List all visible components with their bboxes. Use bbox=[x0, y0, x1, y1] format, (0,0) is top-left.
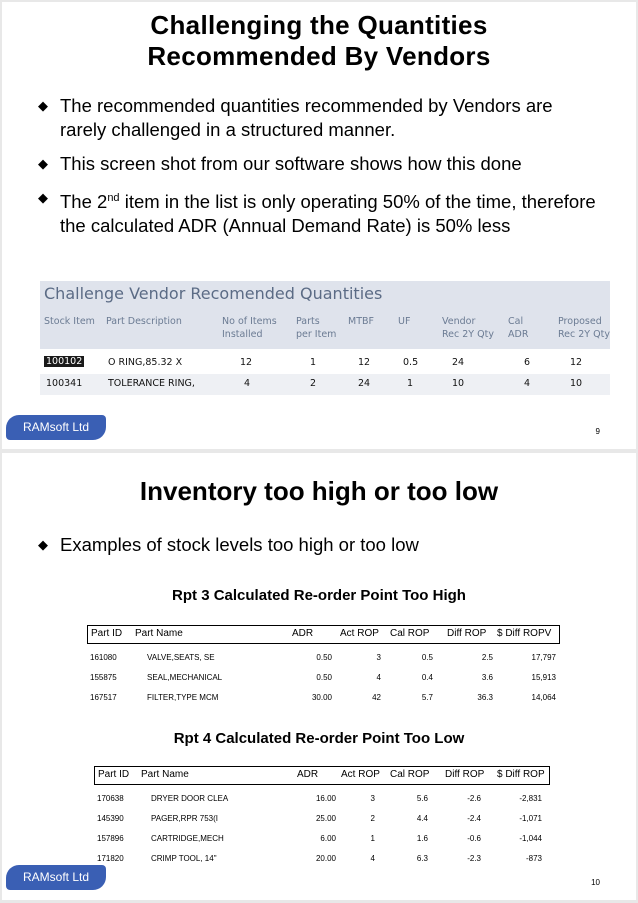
proposed-qty-cell: 10 bbox=[570, 378, 583, 389]
uf-cell: 0.5 bbox=[403, 357, 419, 368]
bullet-text: This screen shot from our software shows how this done bbox=[60, 153, 522, 174]
bullet-item bbox=[38, 186, 598, 238]
bullet-text: item in the list is only operating 50% of the time, therefore the calculated ADR (Annual Demand Rate) is 50% less bbox=[60, 191, 596, 237]
diff-ropv-cell: 14,064 bbox=[531, 693, 556, 702]
column-header: Act ROP bbox=[341, 769, 380, 780]
parts-per-item-cell: 1 bbox=[310, 357, 317, 368]
column-header-line: per Item bbox=[296, 329, 337, 340]
column-header: $ Diff ROP bbox=[497, 769, 545, 780]
adr-cell: 0.50 bbox=[316, 673, 332, 682]
part-description-cell: TOLERANCE RING, bbox=[108, 378, 195, 389]
act-rop-cell: 3 bbox=[370, 794, 375, 803]
part-name-cell: FILTER,TYPE MCM bbox=[147, 693, 219, 702]
bullet-superscript: nd bbox=[107, 192, 120, 204]
cal-rop-cell: 0.4 bbox=[421, 673, 433, 682]
part-id-cell: 171820 bbox=[97, 854, 124, 863]
table-row bbox=[94, 790, 548, 808]
act-rop-cell: 42 bbox=[372, 693, 381, 702]
act-rop-cell: 4 bbox=[376, 673, 381, 682]
slide-title-line-1: Challenging the Quantities bbox=[150, 10, 488, 40]
diamond-bullet-icon: ◆ bbox=[38, 537, 48, 552]
adr-cell: 25.00 bbox=[315, 814, 336, 823]
cal-rop-cell: 1.6 bbox=[416, 834, 428, 843]
diff-rop-value-cell: -1,071 bbox=[519, 814, 542, 823]
column-header bbox=[508, 315, 528, 341]
report-4-title: Rpt 4 Calculated Re-order Point Too Low bbox=[173, 730, 465, 747]
column-header: Cal ROP bbox=[390, 628, 430, 639]
table-row bbox=[87, 689, 558, 707]
part-name-cell: DRYER DOOR CLEA bbox=[151, 794, 229, 803]
adr-cell: 6.00 bbox=[320, 834, 336, 843]
column-header: Part ID bbox=[98, 769, 130, 780]
diff-rop-cell: -2.6 bbox=[467, 794, 481, 803]
slide-10 bbox=[2, 453, 636, 900]
stock-item-cell-selected[interactable]: 100102 bbox=[46, 356, 83, 367]
slide-title: Inventory too high or too low bbox=[139, 476, 499, 506]
table-row bbox=[94, 850, 548, 868]
uf-cell: 1 bbox=[407, 378, 414, 389]
act-rop-cell: 3 bbox=[376, 653, 381, 662]
diff-rop-value-cell: -1,044 bbox=[519, 834, 542, 843]
column-header bbox=[442, 315, 494, 341]
part-name-cell: SEAL,MECHANICAL bbox=[147, 673, 223, 682]
bullet-text: Examples of stock levels too high or too low bbox=[60, 534, 419, 555]
column-header bbox=[44, 315, 95, 328]
cal-adr-cell: 4 bbox=[524, 378, 531, 389]
column-header-line: Rec 2Y Qty bbox=[558, 329, 610, 340]
bullet-list bbox=[38, 94, 598, 248]
vendor-qty-cell: 24 bbox=[452, 357, 465, 368]
act-rop-cell: 1 bbox=[370, 834, 375, 843]
column-header: $ Diff ROPV bbox=[497, 628, 552, 639]
table-row[interactable] bbox=[40, 353, 610, 374]
column-header-line: ADR bbox=[508, 329, 529, 340]
screenshot-title: Challenge Vendor Recomended Quantities bbox=[44, 284, 383, 303]
cal-rop-cell: 5.6 bbox=[416, 794, 428, 803]
table-row bbox=[87, 649, 558, 667]
slide-title-line-2: Recommended By Vendors bbox=[147, 41, 491, 71]
parts-per-item-cell: 2 bbox=[310, 378, 317, 389]
ramsoft-logo: RAMsoft Ltd bbox=[6, 865, 106, 890]
stock-item-cell[interactable]: 100341 bbox=[46, 378, 83, 389]
part-name-cell: PAGER,RPR 753(I bbox=[151, 814, 218, 823]
column-header: Part ID bbox=[91, 628, 123, 639]
part-description-cell: O RING,85.32 X bbox=[108, 357, 183, 368]
column-header bbox=[296, 315, 336, 341]
column-header: ADR bbox=[297, 769, 319, 780]
bullet-text: The 2 bbox=[60, 191, 108, 213]
cal-rop-cell: 5.7 bbox=[421, 693, 433, 702]
column-header-line: Parts bbox=[296, 316, 320, 327]
part-name-cell: CRIMP TOOL, 14" bbox=[151, 854, 217, 863]
screenshot-header bbox=[40, 281, 610, 349]
slide-title bbox=[2, 10, 636, 72]
column-header-line: Rec 2Y Qty bbox=[442, 329, 494, 340]
part-id-cell: 170638 bbox=[97, 794, 124, 803]
bullet-list bbox=[38, 533, 598, 567]
items-installed-cell: 12 bbox=[240, 357, 253, 368]
column-header-line: Part Description bbox=[106, 316, 182, 327]
part-id-cell: 145390 bbox=[97, 814, 124, 823]
column-header bbox=[348, 315, 374, 328]
column-header-line: Stock Item bbox=[44, 316, 95, 327]
column-header-line: Vendor bbox=[442, 316, 476, 327]
cal-rop-cell: 6.3 bbox=[416, 854, 428, 863]
column-header bbox=[558, 315, 610, 341]
proposed-qty-cell: 12 bbox=[570, 357, 583, 368]
part-id-cell: 157896 bbox=[97, 834, 124, 843]
diamond-bullet-icon: ◆ bbox=[38, 98, 48, 113]
diamond-bullet-icon: ◆ bbox=[38, 156, 48, 171]
bullet-item bbox=[38, 152, 598, 176]
adr-cell: 0.50 bbox=[316, 653, 332, 662]
part-id-cell: 161080 bbox=[90, 653, 117, 662]
cal-rop-cell: 4.4 bbox=[416, 814, 428, 823]
diff-rop-cell: 36.3 bbox=[477, 693, 493, 702]
diff-rop-cell: -0.6 bbox=[467, 834, 481, 843]
table-row bbox=[94, 810, 548, 828]
diff-rop-cell: 3.6 bbox=[481, 673, 493, 682]
column-header-line: UF bbox=[398, 316, 411, 327]
report-4-header bbox=[94, 766, 550, 785]
bullet-item bbox=[38, 533, 598, 557]
report-3-header bbox=[87, 625, 560, 644]
table-row bbox=[94, 830, 548, 848]
items-installed-cell: 4 bbox=[244, 378, 251, 389]
slide-9 bbox=[2, 2, 636, 449]
part-id-cell: 167517 bbox=[90, 693, 117, 702]
report-3-title: Rpt 3 Calculated Re-order Point Too High bbox=[172, 587, 466, 604]
column-header-line: Cal bbox=[508, 316, 524, 327]
cal-rop-cell: 0.5 bbox=[421, 653, 433, 662]
page-number: 9 bbox=[595, 427, 600, 436]
part-name-cell: VALVE,SEATS, SE bbox=[147, 653, 215, 662]
column-header-line: MTBF bbox=[348, 316, 374, 327]
table-row bbox=[87, 669, 558, 687]
column-header: Part Name bbox=[135, 628, 183, 639]
page-number: 10 bbox=[591, 878, 600, 887]
column-header-line: No of Items bbox=[222, 316, 277, 327]
adr-cell: 20.00 bbox=[315, 854, 336, 863]
part-id-cell: 155875 bbox=[90, 673, 117, 682]
column-header-line: Proposed bbox=[558, 316, 602, 327]
column-header bbox=[398, 315, 410, 328]
part-name-cell: CARTRIDGE,MECH bbox=[151, 834, 224, 843]
column-header: ADR bbox=[292, 628, 314, 639]
column-header: Diff ROP bbox=[445, 769, 485, 780]
act-rop-cell: 2 bbox=[370, 814, 375, 823]
ramsoft-logo: RAMsoft Ltd bbox=[6, 415, 106, 440]
vendor-quantities-screenshot bbox=[40, 281, 610, 393]
cal-adr-cell: 6 bbox=[524, 357, 531, 368]
column-header: Diff ROP bbox=[447, 628, 487, 639]
diff-rop-value-cell: -2,831 bbox=[519, 794, 542, 803]
adr-cell: 16.00 bbox=[315, 794, 336, 803]
table-row[interactable] bbox=[40, 374, 610, 395]
diff-ropv-cell: 17,797 bbox=[531, 653, 556, 662]
column-header: Part Name bbox=[141, 769, 189, 780]
column-header-line: Installed bbox=[222, 329, 263, 340]
act-rop-cell: 4 bbox=[370, 854, 375, 863]
column-header: Act ROP bbox=[340, 628, 379, 639]
bullet-item bbox=[38, 94, 598, 142]
mtbf-cell: 24 bbox=[358, 378, 371, 389]
diff-rop-cell: -2.4 bbox=[467, 814, 481, 823]
bullet-text: The recommended quantities recommended by Vendors are rarely challenged in a structured manner. bbox=[60, 95, 553, 140]
diff-rop-value-cell: -873 bbox=[525, 854, 542, 863]
column-header bbox=[222, 315, 277, 341]
mtbf-cell: 12 bbox=[358, 357, 371, 368]
diff-rop-cell: 2.5 bbox=[481, 653, 493, 662]
vendor-qty-cell: 10 bbox=[452, 378, 465, 389]
diff-rop-cell: -2.3 bbox=[467, 854, 481, 863]
adr-cell: 30.00 bbox=[311, 693, 332, 702]
diff-ropv-cell: 15,913 bbox=[531, 673, 556, 682]
column-header bbox=[106, 315, 182, 328]
diamond-bullet-icon: ◆ bbox=[38, 190, 48, 205]
column-header: Cal ROP bbox=[390, 769, 430, 780]
